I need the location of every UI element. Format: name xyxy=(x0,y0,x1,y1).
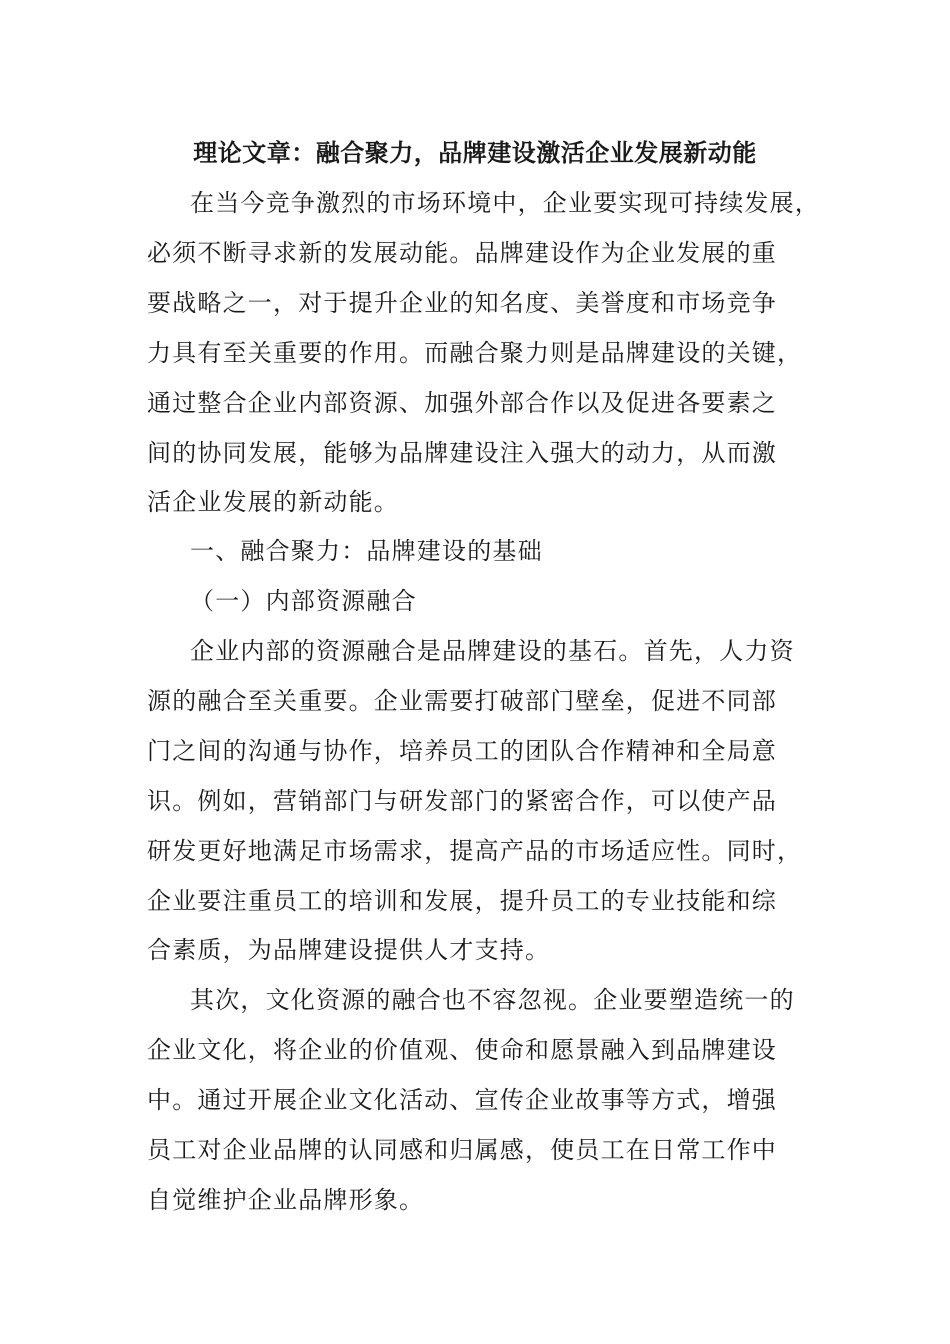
text-line: 源的融合至关重要。企业需要打破部门壁垒，促进不同部 xyxy=(147,687,777,715)
text-line: 必须不断寻求新的发展动能。品牌建设作为企业发展的重 xyxy=(147,239,777,267)
text-line: 其次，文化资源的融合也不容忽视。企业要塑造统一的 xyxy=(190,986,795,1014)
text-line: 要战略之一，对于提升企业的知名度、美誉度和市场竞争 xyxy=(147,289,777,317)
text-line: 自觉维护企业品牌形象。 xyxy=(147,1186,425,1214)
text-line: 间的协同发展，能够为品牌建设注入强大的动力，从而激 xyxy=(147,439,777,467)
text-line: 合素质，为品牌建设提供人才支持。 xyxy=(147,936,551,964)
text-line: 门之间的沟通与协作，培养员工的团队合作精神和全局意 xyxy=(147,737,777,765)
text-line: 企业要注重员工的培训和发展，提升员工的专业技能和综 xyxy=(147,887,777,915)
text-line: 中。通过开展企业文化活动、宣传企业故事等方式，增强 xyxy=(147,1086,777,1114)
text-line: 力具有至关重要的作用。而融合聚力则是品牌建设的关键， xyxy=(147,339,803,367)
subsection-heading: （一）内部资源融合 xyxy=(190,587,417,615)
section-heading: 一、融合聚力：品牌建设的基础 xyxy=(190,537,543,565)
text-line: 识。例如，营销部门与研发部门的紧密合作，可以使产品 xyxy=(147,787,777,815)
text-line: 企业文化，将企业的价值观、使命和愿景融入到品牌建设 xyxy=(147,1036,777,1064)
text-line: 企业内部的资源融合是品牌建设的基石。首先，人力资 xyxy=(190,637,795,665)
document-title: 理论文章：融合聚力，品牌建设激活企业发展新动能 xyxy=(193,138,757,167)
text-line: 活企业发展的新动能。 xyxy=(147,488,399,516)
text-line: 研发更好地满足市场需求，提高产品的市场适应性。同时， xyxy=(147,837,803,865)
text-line: 在当今竞争激烈的市场环境中，企业要实现可持续发展， xyxy=(190,189,820,217)
text-line: 员工对企业品牌的认同感和归属感，使员工在日常工作中 xyxy=(147,1136,777,1164)
text-line: 通过整合企业内部资源、加强外部合作以及促进各要素之 xyxy=(147,389,777,417)
